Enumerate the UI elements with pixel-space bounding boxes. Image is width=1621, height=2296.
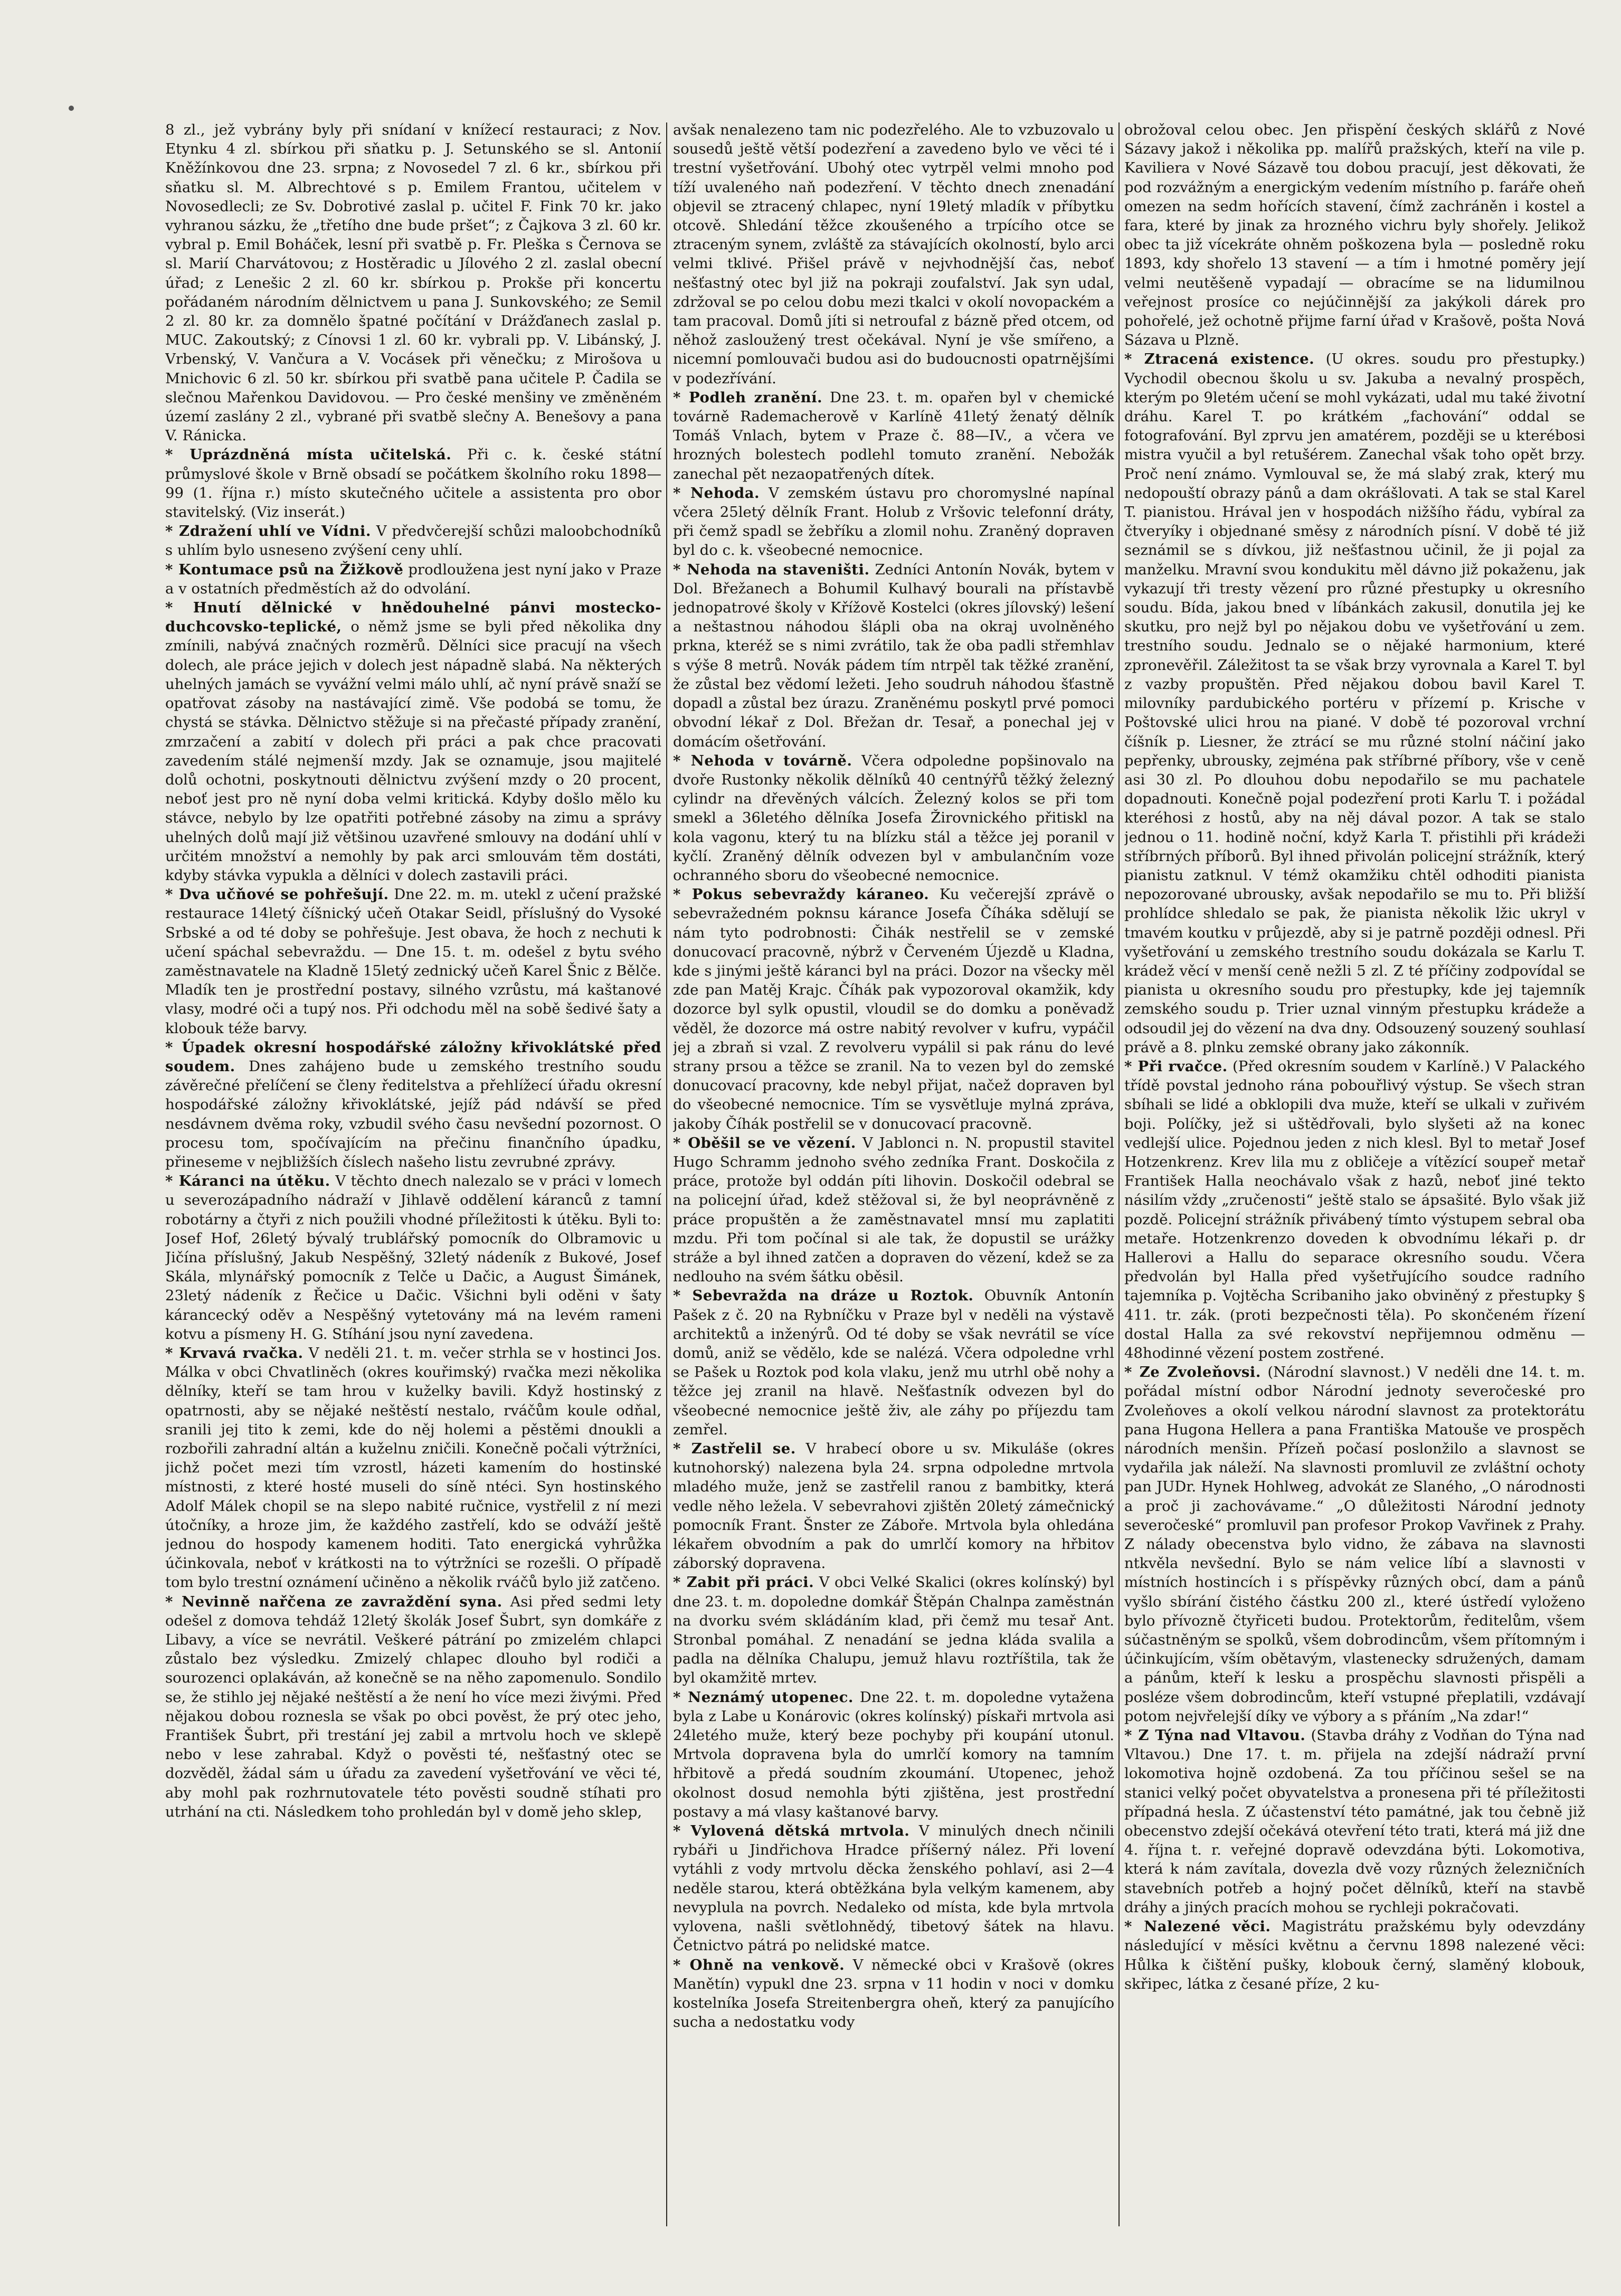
- page-top-edge: [602, 20, 1077, 33]
- article-text: Včera odpoledne popšinovalo na dvoře Rustonky několik dělníků 40 centnýřů těžký železný cylindr na dřevěných válcích. Železný kolos se při tom smekl a 36letého dělníka Josefa Žirovnického přitiskl na kola vagonu, který tu na blízku stál a těžce jej poranil v kyčlí. Zraněný dělník odvezen byl v ambulančním voze ochranného sboru do všeobecné nemocnice.: [673, 752, 1114, 884]
- article: [1124, 1917, 1585, 1993]
- article-text: V obci Velké Skalici (okres kolínský) byl dne 23. t. m. dopoledne domkář Štěpán Chalnpa zaměstnán na dvorku svém skládáním klad, při čemž mu tesař Ant. Stronbal pomáhal. Z nenadání se jedna kláda svalila a padla na dělníka Chalupu, jemuž hlavu roztříštila, tak že byl okamžitě mrtev.: [673, 1574, 1114, 1687]
- article-text: Asi před sedmi lety odešel z domova tehdáž 12letý školák Josef Šubrt, syn domkáře z Libavy, a více se nevrátil. Veškeré pátrání po zmizelém chlapci zůstalo bez výsledku. Zmizelý chlapec dlouho byl rodiči a sourozenci oplakáván, až konečně se na něho zapomenulo. Sondilo se, že stihlo jej nějaké neštěstí a že není ho více mezi živými. Před nějakou dobou roznesla se však po obci pověst, že prý otec jeho, František Šubrt, při trestání jej zabil a mrtvolu hoch ve sklepě nebo v lese zahrabal. Když o pověsti té, nešťastný otec se dozvěděl, žádal sám u úřadu za zavedení vyšetřování ve věci té, aby mohl pak rozhrnutovatele této pověsti soudně stíhati pro utrhání na cti. Následkem toho prohledán byl v domě jeho sklep,: [165, 1593, 661, 1820]
- article: [673, 560, 1114, 751]
- article: [673, 751, 1114, 885]
- article: [165, 1171, 661, 1344]
- article-text: (Národní slavnost.) V neděli dne 14. t. m. pořádal místní odbor Národní jednoty severočeské pro Zvoleňoves a okolí velkou národní slavnost za protektorátu pana Hugona Hellera a pana Františka Matouše ve prospěch národních menšin. Přízeň počasí poslonžilo a slavnost se vydařila jak náleží. Na slavnosti promluvil ze zvláštní ochoty pan JUDr. Hynek Hohlweg, advokát ze Slaného, „O národnosti a proč ji zachovávame.“ „O důležitosti Národní jednoty severočeské“ promluvil pan profesor Prokop Vavřinek z Prahy. Z nálady obecenstva bylo vidno, že zábava na slavnosti ntkvěla nevšední. Bylo se nám velice líbí a slavnosti v místních hostincích i s příspěvky různých obcí, dam a pánů vyšlo sbírání čistého částku 200 zl., které ústředí vyloženo bylo přívozně čtyřiceti budou. Protektorům, ředitelům, všem súčastněným se spolků, všem dobrodincům, všem přítomným i účinkujícím, vším obětavým, vlastenecky sdružených, damam a pánům, kteří k lesku a prospěchu slavnosti přispěli a posléze všem dobrodincům, kteří vstupné přeplatili, vzdávají potom nejvřelejší díky ve výbory a s přáním „Na zdar!“: [1124, 1364, 1585, 1725]
- article-headline: * Kontumace psů na Žižkově: [165, 561, 404, 578]
- article-headline: * Podleh zranění.: [673, 389, 823, 406]
- article: [1124, 1363, 1585, 1726]
- article-text: V minulých dnech nčinili rybáři u Jindřichova Hradce příšerný nález. Při lovení vytáhli z vody mrtvolu děcka ženského pohlaví, asi 2—4 neděle starou, která obtěžkána byla velkým kamenem, aby nevyplula na povrch. Nedaleko od místa, kde byla mrtvola vylovena, našli světlohnědý, tibetový šátek na hlavu. Četnictvo pátrá po nelidské matce.: [673, 1822, 1114, 1954]
- article-headline: * Oběšil se ve vězení.: [673, 1134, 856, 1151]
- article-text: V těchto dnech nalezalo se v práci v lomech u severozápadního nádraží v Jihlavě oddělení káranců z tamní robotárny a čtyři z nich použili vhodné příležitosti k útěku. Byli to: Josef Hof, 26letý bývalý trublářský pomocník do Olbramovic u Jičína příslušný, Jakub Nespěšný, 32letý nádeník z Bukové, Josef Skála, mlynářský pomocník z Telče u Dačic, a August Šimánek, 23letý nádeník z Řečice u Dačic. Všichni byli oděni v šaty kárancecký oděv a Nespěšný vytetovány má na levém rameni kotvu a písmeny H. G. Stíhání jsou nyní zavedena.: [165, 1173, 661, 1343]
- article: [673, 1688, 1114, 1821]
- article-headline: * Ze Zvoleňovsi.: [1124, 1364, 1261, 1381]
- article-text: Obuvník Antonín Pašek z č. 20 na Rybníčku v Praze byl v neděli na výstavě architektů a inženýrů. Od té doby se však nevrátil se více domů, aniž se vědělo, kde se nalézá. Včera odpoledne vrhl se Pašek u Roztok pod kola vlaku, jenž mu utrhl obě nohy a těžce jej zranil na hlavě. Nešťastník odvezen byl do všeobecné nemocnice ještě živ, ale záhy po příjezdu tam zemřel.: [673, 1287, 1114, 1438]
- column-1: [165, 120, 661, 2227]
- article-headline: * Zdražení uhlí ve Vídni.: [165, 523, 371, 540]
- article: [673, 1133, 1114, 1287]
- article: [1124, 1057, 1585, 1363]
- article-headline: * Ztracená existence.: [1124, 351, 1315, 368]
- article: [165, 1038, 661, 1171]
- column-rule: [666, 122, 667, 2226]
- article-text: Dne 22. t. m. dopoledne vytažena byla z Labe u Konárovic (okres kolínský) pískaři mrtvola asi 24letého muže, který beze pochyby při koupání utonul. Mrtvola dopravena byla do umrlčí komory na tamním hřbitově a předá soudním zkoumání. Utopenec, jehož okolnost dosud nemohla býti zjištěna, jest prostřední postavy a má vlasy kaštanové barvy.: [673, 1688, 1114, 1820]
- article-text: obrožoval celou obec. Jen přispění českých sklářů z Nové Sázavy jakož i několika pp. malířů pražských, kteří na vile p. Kaviliera v Nové Sázavě tou dobou pracují, jest děkovati, že pod rozvážným a energickým vedením místního p. faráře oheň omezen na sedm hořících stavení, čímž zachráněn i kostel a fara, které by jinak za hrozného vichru byly shořely. Jelikož obec ta již vícekráte ohněm poškozena byla — posledně roku 1893, kdy shořelo 13 stavení — a tím i hmotné poměry její velmi neutěšeně vypadají — obracíme se na lidumilnou veřejnost prosíce co nejúčinnější za jakýkoli dárek pro pohořelé, jež ochotně přijme farní úřad v Krašově, pošta Nová Sázava u Plzně.: [1124, 121, 1585, 349]
- article-headline: * Vylovená dětská mrtvola.: [673, 1822, 910, 1840]
- article: [673, 1439, 1114, 1573]
- article-text: prodloužena jest nyní jako v Praze a v ostatních předměstích až do odvolání.: [165, 561, 661, 597]
- article: [165, 120, 661, 445]
- article-text: Ku večerejší zprávě o sebevražedném poknsu kárance Josefa Číháka sdělují se nám tyto podrobnosti: Čihák nestřelil se v zemské donucovací pracovně, nýbrž v Červeném Újezdě u Kladna, kde s jinými ještě káranci byl na práci. Dozor na všecky měl zde pan Matěj Krajc. Číhák pak vypozoroval okamžik, kdy dozorce byl sylk opustil, vloudil se do domku a poněvadž věděl, že dozorce má ostre nabitý revolver v kufru, vypáčil jej a zbraň si vzal. Z revolveru vypálil si pak ránu do levé strany prsou a těžce se zranil. Na to vezen byl do zemské donucovací pracovny, kde nebyl přijat, načež dopraven byl do všeobecné nemocnice. Tím se vysvětluje mylná zpráva, jakoby Číhák postřelil se v donucovací pracovně.: [673, 886, 1114, 1132]
- article-headline: * Nevinně nařčena ze zavraždění syna.: [165, 1593, 503, 1610]
- article-headline: * Krvavá rvačka.: [165, 1345, 304, 1362]
- article: [673, 1286, 1114, 1439]
- punch-mark: [69, 106, 74, 111]
- article-text: V Jablonci n. N. propustil stavitel Hugo Schramm jednoho svého zedníka Frant. Doskočila z práce, protože byl oddán píti lihovin. Doskočil odebral se na policejní úřad, kdež stěžoval si, že byl neoprávněně z práce propuštěn a že zaměstnavatel mnsí mu zaplatiti mzdu. Při tom počínal si ale tak, že dopustil se urážky stráže a byl ihned zatčen a dopraven do vězení, kdež se za nedlouho na svém šátku oběsil.: [673, 1134, 1114, 1286]
- article-text: Při c. k. české státní průmyslové škole v Brně obsadí se počátkem školního roku 1898—99 (1. října r.) místo skutečného učitele a assistenta pro obor stavitelský. (Viz inserát.): [165, 446, 661, 521]
- article-headline: * Sebevražda na dráze u Roztok.: [673, 1287, 974, 1305]
- article: [1124, 1726, 1585, 1917]
- article: [165, 445, 661, 522]
- article-headline: * Zastřelil se.: [673, 1440, 796, 1458]
- article-headline: * Při rvačce.: [1124, 1057, 1228, 1075]
- article: [165, 598, 661, 885]
- article-text: (Před okresním soudem v Karlíně.) V Palackého třídě povstal jednoho rána pobouřlivý výstup. Se všech stran sbíhali se lidé a obklopili dva muže, kteří se ulkali v zuřivém boji. Políčky, jež si uštědřovali, bylo slyšeti až na konec vedlejší ulice. Pojednou jeden z nich klesl. Byl to metař Josef Hotzenkrenz. Krev lila mu z obličeje a vítězící soupeř metař František Halla neochávalo však z hazů, neboť jiné tekto násilím vždy „zručenosti“ ještě stalo se ápsašité. Bylo však již pozdě. Policejní strážník přivábený tímto výstupem sebral oba metaře. Hotzenkrenzo doveden k obvodnímu lékaři p. dr Hallerovi a Hallu do separace okresního soudu. Včera předvolán byl Halla před vyšetřujícího soudce radního tajemníka p. Vojtěcha Scribaniho jako obviněný z přestupky § 411. tr. zák. (proti bezpečnosti těla). Po skončeném řízení dostal Halla za své rekovství nepřijemnou odměnu — 48hodinné vězení postem zostřené.: [1124, 1057, 1585, 1362]
- article: [1124, 349, 1585, 1057]
- article: [165, 1344, 661, 1592]
- article: [673, 388, 1114, 484]
- column-rule: [1118, 122, 1120, 2226]
- article: [165, 885, 661, 1038]
- article-headline: * Nehoda.: [673, 484, 760, 502]
- article-text: Dnes zahájeno bude u zemského trestního soudu závěrečné přelíčení se členy ředitelstva a přehlížecí úřadu okresní hospodářské záložny křivoklátské, jejíž pád ndávší se před nesdávnem dvěma roky, vzbudil svého času nevšední pozornost. O procesu tom, spočívajícím na přečinu finančního úpadku, přineseme v nejbližších číslech našeho listu zevrubné zprávy.: [165, 1057, 661, 1170]
- article-text: V neděli 21. t. m. večer strhla se v hostinci Jos. Málka v obci Chvatliněch (okres kouřimský) rvačka mezi několika dělníky, kteří se tam hrou v kuželky bavili. Když hostinský z opatrnosti, aby se nějaké neštěstí nestalo, rváčům koule odňal, sranili jej tito k zemi, kde do něj holemi a pěstěmi dnoukli a rozbořili zahradní altán a kuželnu zničili. Konečně počali výtržníci, jichž počet mezi tím vzrostl, házeti kamením do hostinské místnosti, z které hosté museli do síně ntéci. Syn hostinského Adolf Málek chopil se na slepo nabité ručnice, vystřelil z ní mezi útočníky, a hroze jim, že každého zastřelí, kdo se odváží ještě jednou do hospody kamenem hoditi. Tato energická vyhrůžka účinkovala, neboť v krátkosti na to výtržníci se rozešli. O případě tom bylo trestní oznámení učiněno a několik rváčů bylo již zatčeno.: [165, 1345, 661, 1591]
- article: [165, 522, 661, 560]
- article-headline: * Úpadek okresní hospodářské záložny křivoklátské před soudem.: [165, 1038, 661, 1075]
- article-text: (U okres. soudu pro přestupky.) Vychodil obecnou školu u sv. Jakuba a nevalný prospěch, kterým po 9letém učení se mohl vykázati, udal mu také životní dráhu. Karel T. po krátkém „fachování“ oddal se fotografování. Byl zprvu jen amatérem, později se u kterébosi mistra vyučil a byl retušérem. Zanechal však toho opět brzy. Proč není známo. Vymlouval se, že má slabý zrak, který mu nedopouští obrazy pánů a dam okrášlovati. A tak se stal Karel T. pianistou. Hrával jen v hospodách nižšího řádu, vybíral za čtveryíky i objednané směsy z národních písní. V době té již seznámil se s dívkou, již nešťastnou učinil, že ji pojal za manželku. Mravní svou kondukitu měl dávno již pokaženu, jak vykazují tři tresty vězení pro různé přestupky u okresního soudu. Bída, jakou bned v líbánkách zakusil, donutila jej ke skutku, pro nejž byl po nějakou dobu ve vyšetřování u zem. trestního soudu. Jednalo se o nějaké harmonium, které zpronevěřil. Záležitost ta se však brzy vyrovnala a Karel T. byl z vazby propuštěn. Před nějakou dobou bavil Karel T. milovníky pardubického portéru v přízemí p. Krische v Poštovské ulici hrou na piané. V době té pozoroval vrchní číšník p. Liesner, že ztrácí se mu různé stolní náčiní jako pepřenky, ubrousky, zejména pak stříbrné příbory, vše v ceně asi 30 zl. Po dlouhou dobu nepodařilo se mu pachatele dopadnouti. Konečně pojal podezření proti Karlu T. i požádal kteréhosi z hostů, aby na něj dával pozor. A tak se stalo jednou o 11. hodině noční, když Karla T. přistihli při krádeži stříbrných příborů. Byl ihned přivolán policejní strážník, který pianistu zatknul. V témž okamžiku chtěl odhoditi pianista nepozorované ubrousky, avšak nepodařilo se mu to. Při bližší prohlídce shledalo se pak, že pianista několik lžic ukryl v tmavém koutku v průjezdě, aby si je patrně později odnesl. Při vyšetřování u zemského trestního soudu dokázala se Karlu T. krádež věcí v menší ceně nežli 5 zl. Z té příčiny zodpovídal se pianista u okresního soudu pro přestupky, kde jej tajemník zemského soudu p. Trier uznal vinným přestupku krádeže a odsoudil jej do vězení na dva dny. Odsouzený souzený souhlasí právě a 8. plnku zemské obrany jako zákonník.: [1124, 351, 1585, 1056]
- article-text: (Stavba dráhy z Vodňan do Týna nad Vltavou.) Dne 17. t. m. přijela na zdejší nádraží první lokomotiva hojně ozdobená. Za tou příčinou sešel se na stanici velký počet obyvatelstva a pronesena při té příležitosti případná hesla. Z účastenství této památné, jak tou čebně již obecenstvo zdejší očekává otevření této trati, která má již dne 4. října t. r. veřejné dopravě odevzdána býti. Lokomotiva, která k nám zavítala, dovezla dvě vozy různých železničních stavebních potřeb a hojný počet dělníků, kteří na stavbě dráhy a jiných pracích mohou se rychleji pokračovati.: [1124, 1727, 1585, 1916]
- article: [673, 120, 1114, 388]
- article-headline: * Neznámý utopenec.: [673, 1688, 854, 1706]
- article-headline: * Uprázdněná místa učitelská.: [165, 446, 452, 464]
- article: [673, 1573, 1114, 1687]
- article: [673, 1821, 1114, 1955]
- article-text: avšak nenalezeno tam nic podezřelého. Ale to vzbuzovalo u sousedů ještě větší podezření a zavedeno bylo ve věci té i trestní vyšetřování. Ubohý otec vytrpěl velmi mnoho pod tíží uvaleného naň podezření. V těchto dnech znenadání objevil se ztracený chlapec, nyní 19letý mladík v příbytku otcově. Shledání těžce zkoušeného a trpícího otce se ztraceným synem, zvláště za stávajících okolností, bylo arci velmi tklivé. Přišel právě v nejvhodnější čas, neboť nešťastný otec byl již na pokraji zoufalství. Jak syn udal, zdržoval se po celou dobu mezi tkalci v okolí novopackém a tam pracoval. Domů jíti si netroufal z bázně před otcem, od něhož zasloužený trest očekával. Nyní je vše smířeno, a nicemní pomlouvači budou asi do budoucnosti opatrnějšími v podezřívání.: [673, 121, 1114, 387]
- article-text: 8 zl., jež vybrány byly při snídaní v knížecí restauraci; z Nov. Etynku 4 zl. sbírkou při sňatku p. J. Setunského se sl. Antonií Kněžínkovou dne 23. srpna; z Novosedel 7 zl. 6 kr., sbírkou při sňatku sl. M. Albrechtové s p. Emilem Frantou, učitelem v Novosedlecli; ze Sv. Dobrotivé zaslal p. učitel F. Fink 70 kr. jako vyhranou sázku, že „třetího dne bude pršet“; z Čajkova 3 zl. 60 kr. vybral p. Emil Boháček, lesní při svatbě p. Fr. Pleška s Černova se sl. Marií Charvátovou; z Hostěradic u Jílového 2 zl. zaslal obecní úřad; z Lenešic 2 zl. 60 kr. sbírkou p. Prokše při koncertu pořádaném národním dělnictvem u pana J. Sunkovského; ze Semil 2 zl. 80 kr. za domnělo špatné počítání v Drážďanech zaslal p. MUC. Zakoutský; z Cínovsi 1 zl. 60 kr. vybrali pp. V. Libánský, J. Vrbenský, V. Vančura a V. Vocásek při věnečku; z Mirošova u Mnichovic 6 zl. 50 kr. sbírkou při svatbě pana učitele P. Čadila se slečnou Mařenkou Davidovou. — Pro české menšiny ve změněném území zaslány 2 zl., vybrané při svatbě slečny A. Benešovy a pana V. Ránicka.: [165, 121, 661, 445]
- article: [165, 560, 661, 598]
- article-text: V předvčerejší schůzi maloobchodníků s uhlím bylo usneseno zvýšení ceny uhlí.: [165, 523, 661, 559]
- article-text: Magistrátu pražskému byly odevzdány následující v měsíci květnu a červnu 1898 nalezené věci: Hůlka k čištění pušky, klobouk černý, slaměný klobouk, skřipec, látka z česané příze, 2 ku-: [1124, 1918, 1585, 1992]
- article-text: Dne 22. m. m. utekl z učení pražské restaurace 14letý číšnický učeň Otakar Seidl, příslušný do Vysoké Srbské a od té doby se pohřešuje. Jest obava, že hoch z nechuti k učení spáchal sebevraždu. — Dne 15. t. m. odešel z bytu svého zaměstnavatele na Kladně 15letý zednický učeň Karel Šnic z Bělče. Mladík ten je prostřední postavy, silného vzrůstu, má kaštanové vlasy, modré oči a tupý nos. Při odchodu měl na sobě šedivé šaty a klobouk téže barvy.: [165, 886, 661, 1037]
- article-headline: * Káranci na útěku.: [165, 1173, 330, 1190]
- article-text: V hrabecí obore u sv. Mikuláše (okres kutnohorský) nalezena byla 24. srpna odpoledne mrtvola mladého muže, jenž se zastřelil ranou z bambitky, která vedle něho ležela. V sebevrahovi zjištěn 20letý zámečnický pomocník Frant. Šnster ze Záboře. Mrtvola byla ohledána lékařem obvodním a pak do umrlčí komory na hřbitov záborský dopravena.: [673, 1440, 1114, 1572]
- article-headline: * Zabit při práci.: [673, 1574, 814, 1591]
- article-headline: * Nehoda v továrně.: [673, 752, 852, 769]
- article: [673, 1955, 1114, 2032]
- column-2: [673, 120, 1114, 2227]
- article-text: V německé obci v Krašově (okres Manětín) vypukl dne 23. srpna v 11 hodin v noci v domku kostelníka Josefa Streitenbergra oheň, který za panujícího sucha a nedostatku vody: [673, 1956, 1114, 2031]
- article-headline: * Pokus sebevraždy káraneo.: [673, 886, 930, 903]
- article-headline: * Hnutí dělnické v hnědouhelné pánvi mostecko-duchcovsko-teplické,: [165, 599, 661, 636]
- article: [1124, 120, 1585, 349]
- article-headline: * Dva učňové se pohřešují.: [165, 886, 389, 903]
- article-text: Zedníci Antonín Novák, bytem v Dol. Břežanech a Bohumil Kulhavý bourali na přístavbě jednopatrové školy v Křížově Kostelci (okres jílovský) lešení a neštastnou náhodou šlápli oba na okraj uvolněného prkna, kteréž se s nimi zvrátilo, tak že oba padli střemhlav s výše 8 metrů. Novák pádem tím ntrpěl tak těžké zranění, že zůstal bez vědomí ležeti. Jeho soudruh náhodou šťastně dopadl a zůstal bez úrazu. Zraněnému poskytl prvé pomoci obvodní lékař z Dol. Břežan dr. Tesař, a ponechal jej v domácím ošetřování.: [673, 561, 1114, 750]
- column-3: [1124, 120, 1585, 2227]
- article: [673, 885, 1114, 1133]
- article-headline: * Z Týna nad Vltavou.: [1124, 1727, 1306, 1744]
- article-text: o němž jsme se byli před několika dny zmínili, nabývá značných rozměrů. Dělníci sice pracují na všech dolech, ale práce jejich v dolech jest nápadně slabá. Na některých uhelných jamách se vyvážní velmi málo uhlí, ač nyní právě snaží se opatřovat zásoby na nastávající zimě. Vše podobá se tomu, že chystá se stávka. Dělnictvo stěžuje si na přečasté případy zranění, zmrzačení a zabití v dolech při práci a pak chce pracovati zavedením stálé nejmenší mzdy. Jak se oznamuje, jsou majitelé dolů ochotni, poskytnouti dělnictvu zvýšení mzdy o 20 procent, neboť jest pro ně nyní doba velmi kritická. Kdyby došlo mělo ku stávce, nebylo by lze opatřiti potřebné zásoby na zimu a správy uhelných dolů mají již většinou uzavřené smlouvy na dodání uhlí v určitém množství a nemohly by pak arci smlouvám těm dostáti, kdyby stávka vypukla a dělníci v dolech zastavili práci.: [165, 618, 661, 884]
- article-text: Dne 23. t. m. opařen byl v chemické továrně Rademacherově v Karlíně 41letý ženatý dělník Tomáš Vnlach, bytem v Praze č. 88—IV., a včera ve hrozných bolestech podlehl tomuto zranění. Nebožák zanechal pět nezaopatřených dítek.: [673, 389, 1114, 483]
- article: [165, 1592, 661, 1821]
- article-text: V zemském ústavu pro choromyslné napínal včera 25letý dělník Frant. Holub z Vršovic telefonní dráty, při čemž spadl se žebříku a zlomil nohu. Zraněný dopraven byl do c. k. všeobecné nemocnice.: [673, 484, 1114, 559]
- article-headline: * Nalezené věci.: [1124, 1918, 1271, 1935]
- article: [673, 484, 1114, 560]
- article-headline: * Nehoda na staveništi.: [673, 561, 870, 578]
- article-headline: * Ohně na venkově.: [673, 1956, 845, 1973]
